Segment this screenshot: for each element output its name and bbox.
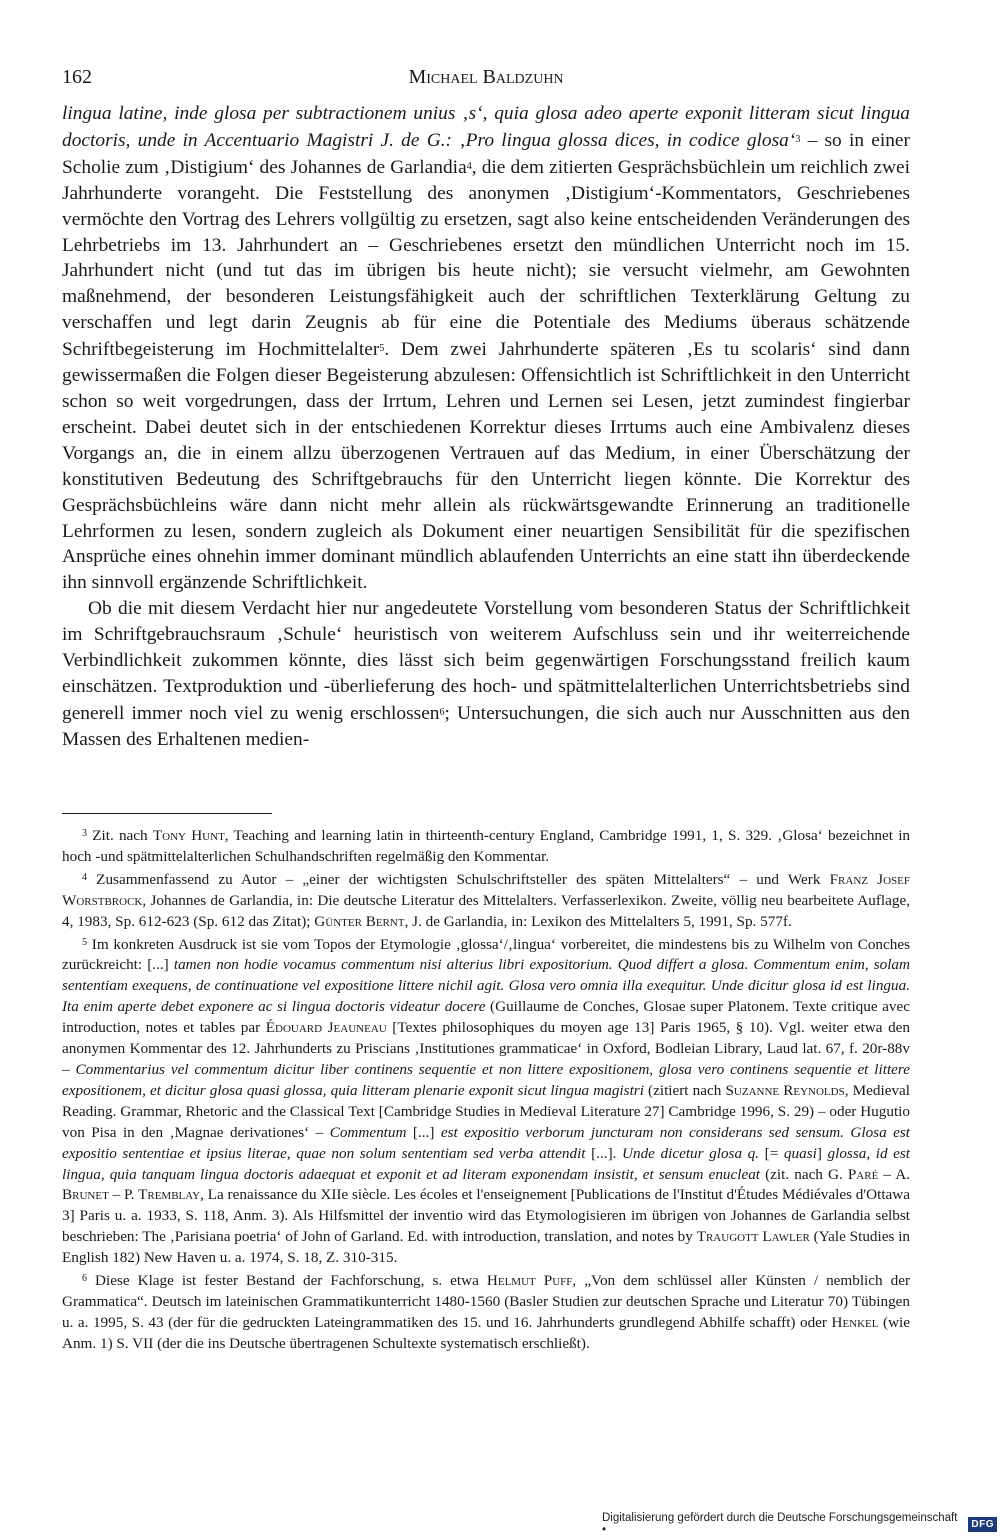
footnote-text: , „Von dem schlüssel aller Künsten / nemblich der Grammatica“. Deutsch im lateinischen Grammatikunterricht 1480-1560 (Basler Studien zur deutschen Sprache und Literatur 70) Tübingen u. a. 1995, S. 43 (der für die gedruckten Lateingrammatiken des 15. und 16. Jahrhunderts grundlegend Abhilfe schafft) oder	[62, 1272, 911, 1331]
paragraph-text: – so in einer Scholie zum ‚Distigium‘ des Johannes de Garlandia	[62, 129, 910, 178]
footnote-text: (zit. nach	[760, 1165, 828, 1183]
funding-notice: Digitalisierung gefördert durch die Deutsche Forschungsgemeinschaft •	[602, 1512, 958, 1536]
footnote-separator	[62, 813, 272, 814]
author-name: Henkel	[831, 1313, 879, 1331]
footnote-ref-4[interactable]: 4	[466, 160, 472, 172]
footnote-text: ]	[816, 1144, 828, 1162]
footnote-text: , La renaissance du XIIe siècle. Les écoles et l'enseignement [Publications de l'Institut d'Études Médiévales d'Ottawa 3] Paris u. a. 1933, S. 118, Anm. 3). Als Hilfsmittel der inventio wird das Etymologisieren im übrigen von Johannes de Garlandia selbst beschrieben: The ‚Parisiana poetria‘ of John of Garland. Ed. with introduction, translation, and notes by	[62, 1186, 910, 1246]
footnote-number: 4	[82, 871, 87, 883]
footnote-number: 5	[82, 936, 87, 948]
footnote-text: Diese Klage ist fester Bestand der Fachforschung, s. etwa	[87, 1272, 487, 1290]
footnote-text: , Medieval Reading. Grammar, Rhetoric and the Classical Text [Cambridge Studies in Medieval Literature 27] Cambridge 1996, S. 29) – oder Hugutio von Pisa in den ‚Magnae derivationes‘ –	[62, 1081, 910, 1141]
footnote-text: (Yale Studies in English 182) New Haven u. a. 1974, S. 18, Z. 310-315.	[62, 1228, 911, 1267]
paragraph-text: Ob die mit diesem Verdacht hier nur angedeutete Vorstellung vom besonderen Status der Schriftlichkeit im Schriftgebrauchsraum ‚Schule‘ heuristisch von weiterem Aufschluss sein und ihr weiterreichende Verbindlichkeit zukommen könnte, dies lässt sich beim gegenwärtigen Forschungsstand freilich kaum einschätzen. Textproduktion und -überlieferung des hoch- und spätmittelalterlichen Unterrichtsbetriebs sind generell immer noch viel zu wenig erschlossen	[62, 598, 910, 724]
footnote-text: [Textes philosophiques du moyen age 13] Paris 1965, § 10). Vgl. weiter etwa den anonymen Kommentar des 12. Jahrhunderts zu Priscians ‚Institutiones grammaticae‘ in Oxford, Bodleian Library, Laud lat. 67, f. 20r-88v –	[62, 1019, 911, 1078]
footnote-6	[62, 1269, 910, 1355]
footnote-ref-6[interactable]: 6	[439, 706, 445, 718]
latin-quotation: Commentum	[329, 1123, 407, 1141]
author-name: Helmut Puff	[486, 1272, 573, 1290]
digitization-footer	[602, 1512, 1000, 1536]
paragraph-text: ; Untersuchungen, die sich auch nur Ausschnitten aus den Massen des Erhaltenen medien-	[62, 702, 910, 750]
footnote-text: (zitiert nach	[643, 1081, 726, 1099]
latin-quotation: glossa, id est lingua, quia tanquam lingua doctoris adaequat et exponit et ad literam exponendam insistit, et sensum enucleat	[62, 1144, 911, 1183]
latin-quotation: est expositio verborum juncturam non considerans sed sensum. Glosa est expositio sententiae et ipsius literae, quae non solum sententiam sed verba attendit	[62, 1123, 910, 1162]
author-name: Suzanne Reynolds	[725, 1081, 845, 1099]
author-name: Traugott Lawler	[696, 1228, 810, 1246]
footnote-text: (Guillaume de Conches, Glosae super Platonem. Texte critique avec introduction, notes et tables par	[62, 998, 910, 1037]
latin-quotation: lingua latine, inde glosa per subtractionem unius ‚s‘, quia glosa adeo aperte exponit litteram sicut lingua doctoris, unde in Accentuario Magistri J. de G.: ‚Pro lingua glossa dices, in codice glosa‘	[62, 103, 910, 151]
latin-quotation: Commentarius vel commentum dicitur liber continens sequentie et non littere expositionem, glosa vero continens sequentie et littere expositionem, et dicitur glosa quasi glossa, quia litteram plenarie exponit sicut lingua magistri	[62, 1060, 911, 1099]
paragraph-text: , die dem zitierten Gesprächsbüchlein um reichlich zwei Jahrhunderte vorangeht. Die Feststellung des anonymen ‚Distigium‘-Kommentators, Geschriebenes vermöchte den Vortrag des Lehrers vollgültig zu ersetzen, sagt also keine entscheidenden Veränderungen des Lehrbetriebs im 13. Jahrhundert an – Geschriebenes ersetzt den mündlichen Unterricht noch im 15. Jahrhundert nicht (und tut das im übrigen bis heute nicht); sie versucht vielmehr, am Gewohnten maßnehmend, der besonderen Leistungsfähigkeit auch der schriftlichen Texterklärung Geltung zu verschaffen und legt darin Zeugnis ab für eine die Potentiale des Mediums überaus schätzende Schriftbegeisterung im Hochmittelalter	[62, 156, 910, 361]
latin-quotation: tamen non hodie vocamus commentum nisi alterius libri expositorium. Quod differt a glosa. Commentum enim, solam sententiam exequens, de continuatione vel expositione littere nichil agit. Glosa vero omnia illa exequitur. Unde dicitur glosa id est lingua. Ita enim aperte debet exponere ac si lingua doctoris videatur docere	[62, 956, 910, 1016]
footnote-ref-3[interactable]: 3	[795, 133, 801, 145]
footnote-number: 3	[82, 828, 87, 839]
paragraph-1	[62, 101, 910, 596]
main-text	[62, 101, 910, 753]
page-number: 162	[62, 66, 92, 88]
footnote-text: Im konkreten Ausdruck ist sie vom Topos der Etymologie ‚glossa‘/‚lingua‘ vorbereitet, die mindestens bis zu Wilhelm von Conches zurückreicht: [...]	[62, 935, 910, 974]
footnote-text: Zit. nach	[87, 827, 153, 844]
author-name: Tony Hunt	[152, 827, 225, 844]
author-name: Franz Josef Worstbrock	[62, 870, 910, 909]
footnote-text: , Teaching and learning latin in thirteenth-century England, Cambridge 1991, 1, S. 329. ‚Glosa‘ bezeichnet in hoch -und spätmittelalterlichen Schulhandschriften regelmäßig den Kommentar.	[62, 827, 911, 865]
paragraph-2	[62, 596, 910, 752]
footnote-5	[62, 933, 910, 1270]
footnote-text: , Johannes de Garlandia, in: Die deutsche Literatur des Mittelalters. Verfasserlexikon. Zweite, völlig neu bearbeitete Auflage, 4, 1983, Sp. 612-623 (Sp. 612 das Zitat);	[62, 891, 910, 930]
latin-quotation: Unde dicetur glosa q.	[622, 1144, 760, 1162]
footnote-text: (wie Anm. 1) S. VII (der die ins Deutsche übertragenen Schultexte systematisch erschließt).	[62, 1313, 910, 1352]
author-name: Édouard Jeauneau	[265, 1019, 387, 1037]
footnote-4	[62, 868, 910, 933]
footnote-text: [...]	[406, 1123, 441, 1141]
footnote-text: [=	[759, 1144, 784, 1162]
latin-quotation: quasi	[783, 1144, 817, 1162]
footnote-ref-5[interactable]: 5	[379, 343, 385, 355]
running-head-author: Michael Baldzuhn	[408, 66, 564, 88]
footnote-text: Zusammenfassend zu Autor – „einer der wichtigsten Schulschriftsteller des späten Mittelalters“ – und Werk	[87, 870, 830, 888]
footnote-text: [...].	[585, 1144, 623, 1162]
dfg-logo-icon: DFG	[968, 1517, 997, 1532]
page-header	[62, 66, 910, 92]
author-name: Günter Bernt	[314, 912, 405, 930]
paragraph-text: . Dem zwei Jahrhunderte späteren ‚Es tu scolaris‘ sind dann gewissermaßen die Folgen dieser Begeisterung abzulesen: Offensichtlich ist Schriftlichkeit in den Unterricht schon so weit vorgedrungen, dass der Irrtum, Lehren und Lernen sei Lesen, jetzt zumindest fingierbar erscheint. Dabei deutet sich in der entschiedenen Korrektur dieses Irrtums auch eine Ambivalenz dieses Vorgangs an, die in einem allzu überzogenen Vertrauen auf das Medium, in einer Überschätzung der konstitutiven Bedeutung des Schriftgebrauchs für den Unterricht liegen könnte. Die Korrektur des Gesprächsbüchleins wäre dann nicht mehr allein als rückwärtsgewandte Erinnerung an traditionelle Lehrformen zu lesen, sondern zugleich als Dokument einer neuartigen Sensibilität für die spezifischen Ansprüche eines ohnehin immer dominant mündlich ablaufenden Unterrichts an eine statt ihn überdeckende ihn sinnvoll ergänzende Schriftlichkeit.	[62, 339, 911, 594]
footnote-number: 6	[82, 1273, 87, 1285]
footnotes	[62, 824, 910, 1355]
author-name: G. Paré – A. Brunet – P. Tremblay	[62, 1165, 910, 1204]
footnote-3	[62, 824, 910, 868]
footnote-text: , J. de Garlandia, in: Lexikon des Mittelalters 5, 1991, Sp. 577f.	[404, 912, 792, 930]
